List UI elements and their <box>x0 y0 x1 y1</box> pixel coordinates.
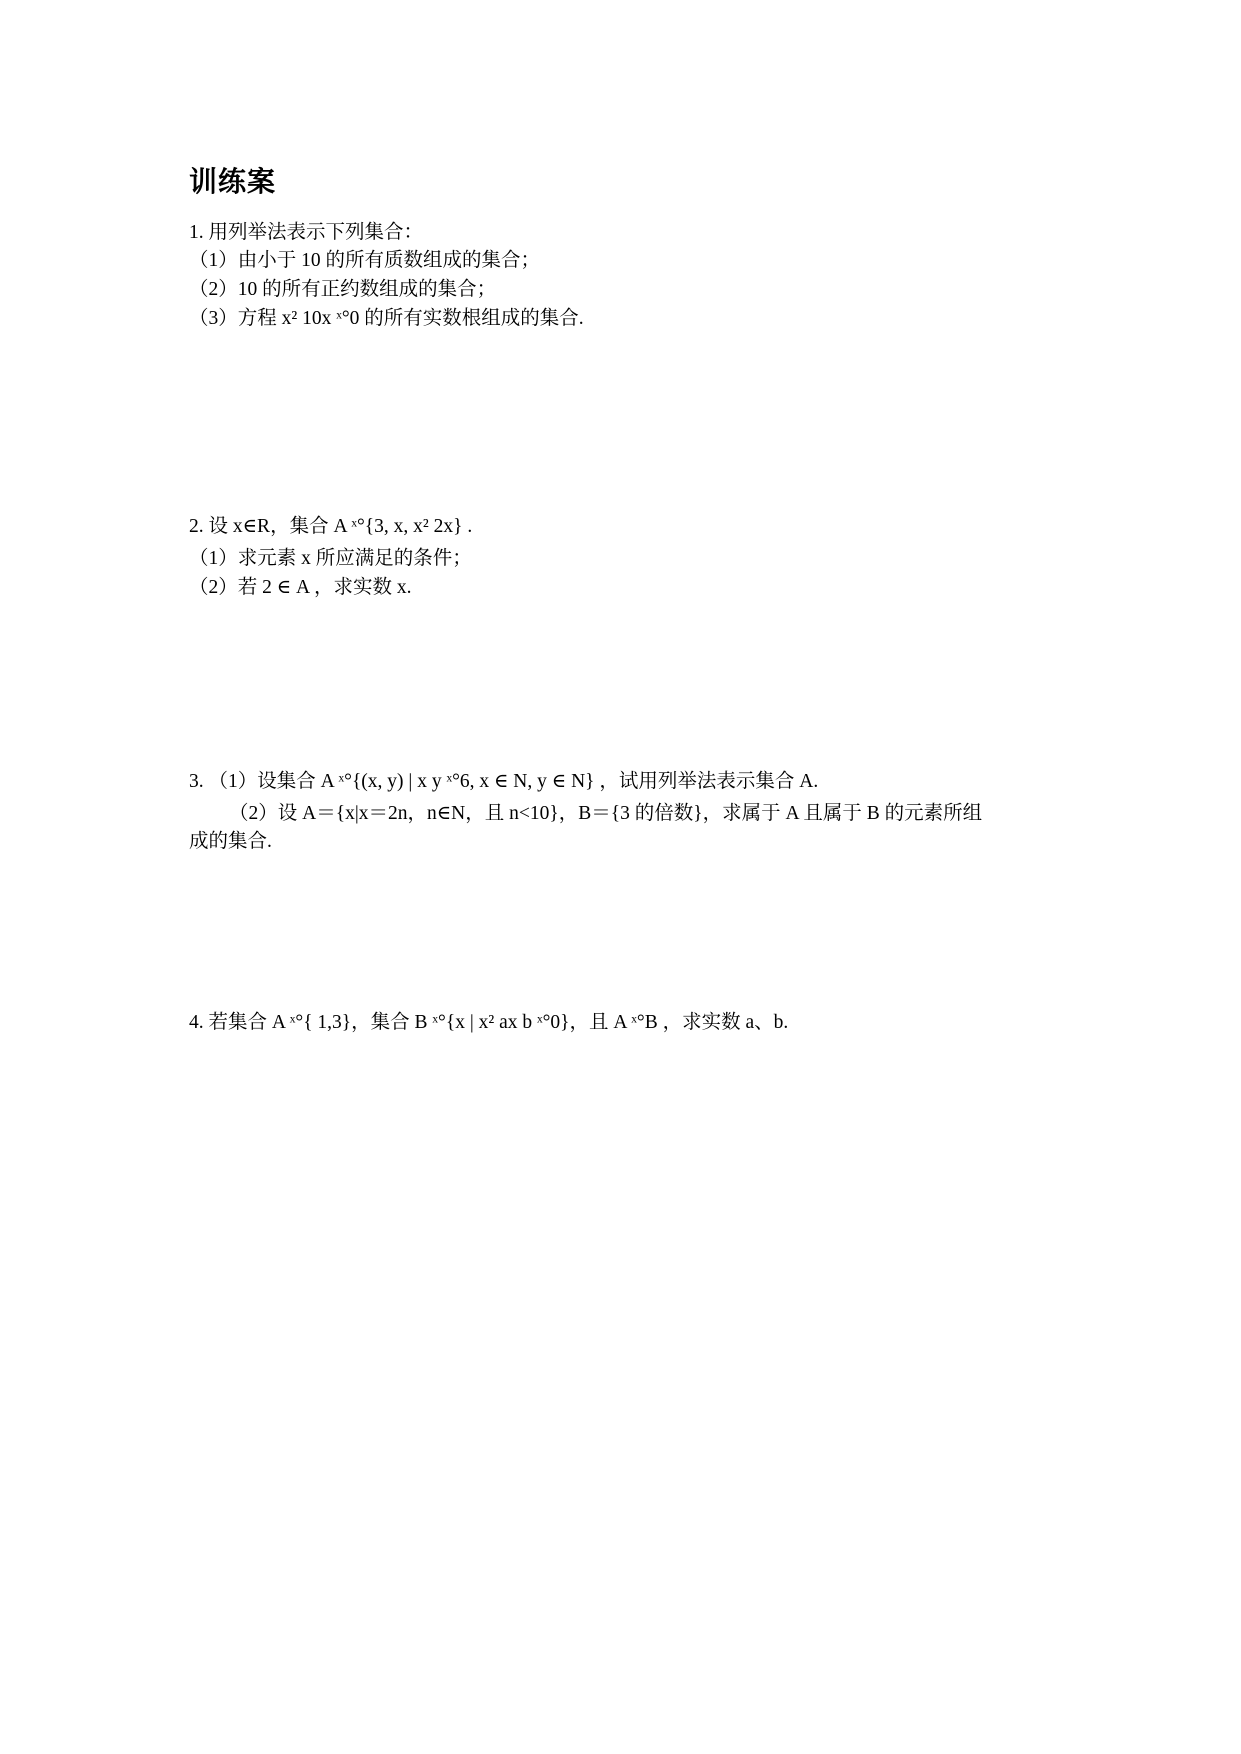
question-1-part-3: （3）方程 x² 10x ˣ°0 的所有实数根组成的集合. <box>189 308 584 329</box>
question-2-part-2: （2）若 2 ∈ A ，求实数 x. <box>189 577 412 598</box>
question-4-stem: 4. 若集合 A ˣ°{ 1,3}，集合 B ˣ°{x | x² ax b ˣ°0}，且 A ˣ°B ，求实数 a、b. <box>189 1012 789 1033</box>
question-1-part-2: （2）10 的所有正约数组成的集合； <box>189 279 497 300</box>
question-3-part-1: 3. （1）设集合 A ˣ°{(x, y) | x y ˣ°6, x ∈ N, y ∈ N} ，试用列举法表示集合 A. <box>189 771 819 792</box>
page-title: 训练案 <box>189 165 277 198</box>
question-1-stem: 1. 用列举法表示下列集合： <box>189 222 424 243</box>
question-1-part-1: （1）由小于 10 的所有质数组成的集合； <box>189 250 541 271</box>
question-2-stem: 2. 设 x∈R，集合 A ˣ°{3, x, x² 2x} . <box>189 516 473 537</box>
question-2-part-1: （1）求元素 x 所应满足的条件； <box>189 548 472 569</box>
question-3-part-2: （2）设 A＝{x|x＝2n，n∈N，且 n<10}，B＝{3 的倍数}，求属于 A 且属于 B 的元素所组 <box>229 803 983 824</box>
question-3-part-2-continued: 成的集合. <box>189 831 272 852</box>
